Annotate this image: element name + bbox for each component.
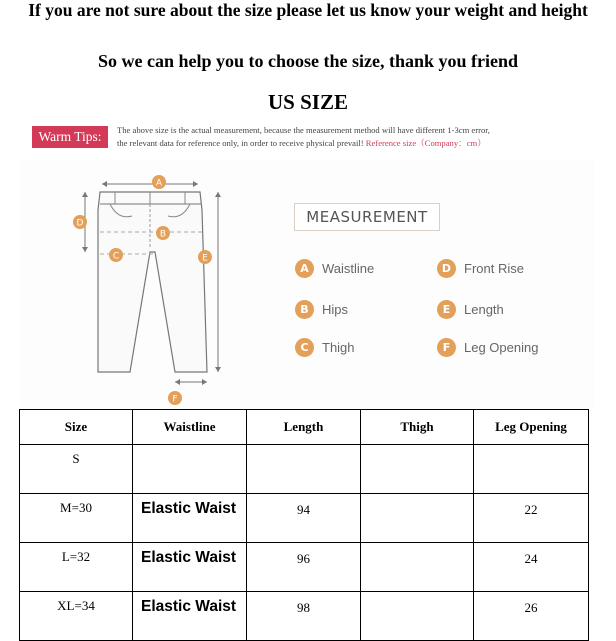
svg-text:B: B xyxy=(159,229,167,240)
diagram-badge-f xyxy=(168,391,182,405)
legend-label-thigh: Thigh xyxy=(322,339,355,355)
cell-thigh xyxy=(361,592,474,641)
cell-size: XL=34 xyxy=(20,592,133,641)
cell-waistline: Elastic Waist xyxy=(133,543,247,592)
table-row xyxy=(20,592,589,641)
cell-waistline: Elastic Waist xyxy=(133,494,247,543)
cell-thigh xyxy=(361,494,474,543)
size-table xyxy=(19,409,589,641)
header-length: Length xyxy=(247,410,361,445)
cell-waistline xyxy=(133,445,247,494)
diagram-badge-e xyxy=(198,250,212,264)
measurement-title: MEASUREMENT xyxy=(306,208,428,226)
diagram-badge-c xyxy=(109,248,123,262)
cell-length: 94 xyxy=(247,494,361,543)
cell-leg-opening xyxy=(474,445,589,494)
cell-thigh xyxy=(361,543,474,592)
pants-diagram xyxy=(70,172,230,407)
heading-us-size: US SIZE xyxy=(268,90,348,114)
legend-item-leg-opening xyxy=(437,337,538,357)
legend-item-thigh xyxy=(295,337,355,357)
reference-size-note: Reference size（Company：cm） xyxy=(365,138,486,148)
svg-text:A: A xyxy=(155,178,163,189)
header-size: Size xyxy=(20,410,133,445)
cell-length xyxy=(247,445,361,494)
svg-text:E: E xyxy=(202,253,208,264)
cell-waistline: Elastic Waist xyxy=(133,592,247,641)
warm-tips-badge: Warm Tips: xyxy=(32,126,108,148)
header-thigh: Thigh xyxy=(361,410,474,445)
legend-badge-e: E xyxy=(437,300,456,319)
table-row xyxy=(20,543,589,592)
cell-leg-opening: 26 xyxy=(474,592,589,641)
cell-length: 96 xyxy=(247,543,361,592)
heading-size-advice: If you are not sure about the size please let us know your weight and height xyxy=(28,0,588,20)
diagram-badge-b xyxy=(156,226,170,240)
legend-label-waistline: Waistline xyxy=(322,260,375,276)
legend-label-front-rise: Front Rise xyxy=(464,260,524,276)
cell-length: 98 xyxy=(247,592,361,641)
legend-badge-b: B xyxy=(295,300,314,319)
legend-badge-a: A xyxy=(295,259,314,278)
legend-item-hips xyxy=(295,299,348,319)
cell-size: M=30 xyxy=(20,494,133,543)
measurement-title-box xyxy=(294,203,440,231)
legend-item-waistline xyxy=(295,258,374,278)
svg-text:D: D xyxy=(76,218,84,229)
cell-size: L=32 xyxy=(20,543,133,592)
table-row xyxy=(20,445,589,494)
svg-text:C: C xyxy=(112,251,120,262)
warm-tips-line-2: the relevant data for reference only, in order to receive physical prevail! xyxy=(117,138,364,148)
legend-label-hips: Hips xyxy=(322,301,349,317)
legend-item-length xyxy=(437,299,504,319)
table-header-row xyxy=(20,410,589,445)
legend-item-front-rise xyxy=(437,258,524,278)
diagram-badge-a xyxy=(152,175,166,189)
cell-leg-opening: 22 xyxy=(474,494,589,543)
diagram-badge-d xyxy=(73,215,87,229)
cell-size: S xyxy=(20,445,133,494)
legend-label-length: Length xyxy=(464,301,504,317)
legend-label-leg-opening: Leg Opening xyxy=(464,339,539,355)
warm-tips xyxy=(32,124,592,156)
legend-badge-d: D xyxy=(437,259,456,278)
cell-thigh xyxy=(361,445,474,494)
header-waistline: Waistline xyxy=(133,410,247,445)
legend-badge-f: F xyxy=(437,338,456,357)
warm-tips-text xyxy=(117,124,597,150)
cell-leg-opening: 24 xyxy=(474,543,589,592)
svg-text:F: F xyxy=(172,394,178,405)
table-row xyxy=(20,494,589,543)
warm-tips-line-1: The above size is the actual measurement, because the measurement method will have different 1-3cm error, xyxy=(117,125,490,135)
header-leg-opening: Leg Opening xyxy=(474,410,589,445)
heading-help-choose: So we can help you to choose the size, thank you friend xyxy=(97,51,519,71)
legend-badge-c: C xyxy=(295,338,314,357)
